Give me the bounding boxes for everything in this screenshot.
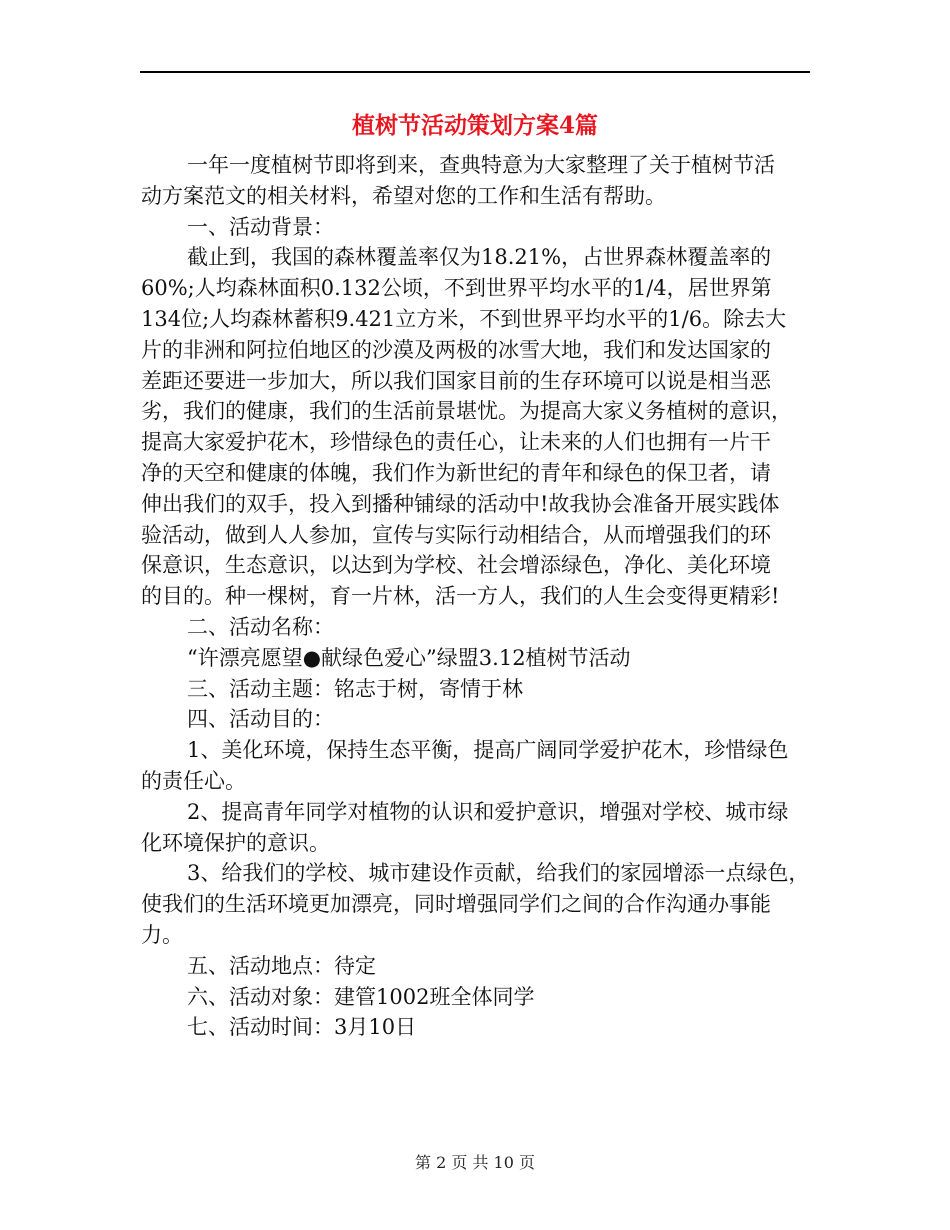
body-line: 的目的。种一棵树，育一片林，活一方人，我们的人生会变得更精彩! <box>141 584 780 609</box>
list-item-continuation: 使我们的生活环境更加漂亮，同时增强同学们之间的合作沟通办事能 <box>141 892 771 917</box>
body-line: 提高大家爱护花木，珍惜绿色的责任心，让未来的人们也拥有一片干 <box>141 430 771 455</box>
list-item-continuation: 力。 <box>141 922 183 947</box>
section-heading: 六、活动对象：建管1002班全体同学 <box>187 984 535 1009</box>
body-line: “许漂亮愿望●献绿色爱心”绿盟3.12植树节活动 <box>187 645 631 670</box>
body-line: 片的非洲和阿拉伯地区的沙漠及两极的冰雪大地，我们和发达国家的 <box>141 337 771 362</box>
document-title: 植树节活动策划方案4篇 <box>351 112 598 139</box>
body-line: 伸出我们的双手，投入到播种铺绿的活动中!故我协会准备开展实践体 <box>141 491 780 516</box>
body-line: 验活动，做到人人参加，宣传与实际行动相结合，从而增强我们的环 <box>141 522 771 547</box>
body-line: 动方案范文的相关材料，希望对您的工作和生活有帮助。 <box>141 183 666 208</box>
section-heading: 二、活动名称： <box>187 614 334 639</box>
body-line: 差距还要进一步加大，所以我们国家目前的生存环境可以说是相当恶 <box>141 368 771 393</box>
document-body <box>141 150 811 1043</box>
section-heading: 五、活动地点：待定 <box>187 953 376 978</box>
body-line: 134位;人均森林蓄积9.421立方米，不到世界平均水平的1/6。除去大 <box>141 306 787 331</box>
body-line: 劣，我们的健康，我们的生活前景堪忧。为提高大家义务植树的意识， <box>141 399 792 424</box>
body-line: 截止到，我国的森林覆盖率仅为18.21%，占世界森林覆盖率的 <box>187 245 772 270</box>
header-rule <box>140 71 810 73</box>
body-line: 净的天空和健康的体魄，我们作为新世纪的青年和绿色的保卫者，请 <box>141 460 771 485</box>
section-heading: 一、活动背景： <box>187 214 334 239</box>
list-item: 1、美化环境，保持生态平衡，提高广阔同学爱护花木，珍惜绿色 <box>187 738 789 763</box>
page-number: 第 2 页 共 10 页 <box>415 1153 535 1172</box>
list-item: 2、提高青年同学对植物的认识和爱护意识，增强对学校、城市绿 <box>187 799 789 824</box>
list-item: 3、给我们的学校、城市建设作贡献，给我们的家园增添一点绿色， <box>187 861 810 886</box>
list-item-continuation: 化环境保护的意识。 <box>141 830 330 855</box>
section-heading: 三、活动主题：铭志于树，寄情于林 <box>187 676 523 701</box>
body-line: 保意识，生态意识，以达到为学校、社会增添绿色，净化、美化环境 <box>141 553 771 578</box>
list-item-continuation: 的责任心。 <box>141 768 246 793</box>
section-heading: 七、活动时间：3月10日 <box>187 1015 417 1040</box>
body-line: 一年一度植树节即将到来，查典特意为大家整理了关于植树节活 <box>187 153 775 177</box>
body-line: 60%;人均森林面积0.132公顷，不到世界平均水平的1/4，居世界第 <box>141 276 772 301</box>
section-heading: 四、活动目的： <box>187 707 334 732</box>
